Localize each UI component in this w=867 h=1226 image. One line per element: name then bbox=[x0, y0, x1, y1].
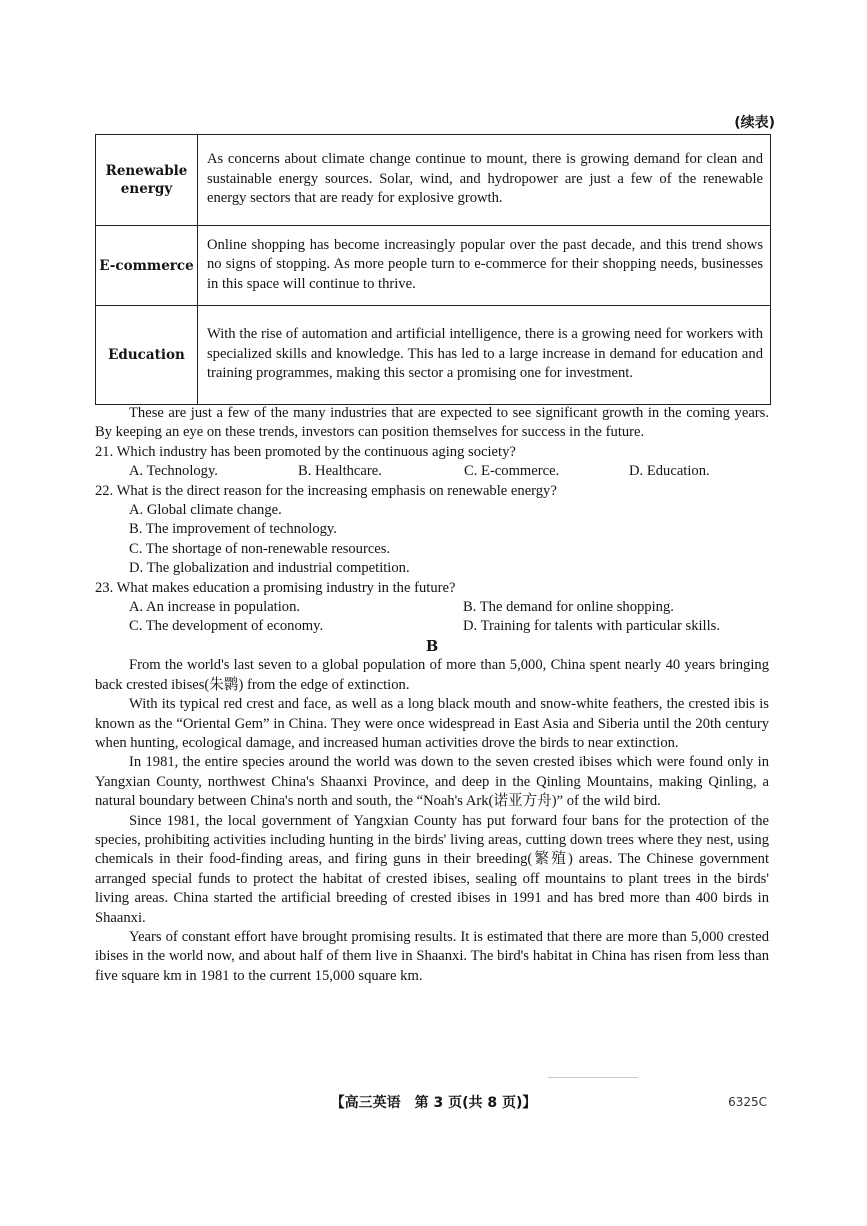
section-heading: B bbox=[425, 637, 439, 655]
passage-paragraph: With its typical red crest and face, as well as a long black mouth and snow-white feathers, the crested ibis is known as the “Oriental Gem” in China. They were once widespread in East Asia and Siberia until the 20th century when hunting, ecological damage, and increased human activities drove the birds to near extinction. bbox=[95, 696, 769, 751]
continued-label: (续表) bbox=[734, 115, 775, 131]
passage-body bbox=[95, 404, 769, 986]
option-d: D. The globalization and industrial competition. bbox=[129, 560, 410, 577]
passage-paragraph: Years of constant effort have brought promising results. It is estimated that there are more than 5,000 crested ibises in the world now, and about half of them live in Shaanxi. The bird's habitat in China has risen from less than five square km in 1981 to the current 15,000 square km. bbox=[95, 928, 769, 984]
option-a: A. Global climate change. bbox=[129, 502, 282, 519]
question-options bbox=[95, 617, 769, 636]
page-footer: 【高三英语 第 3 页(共 8 页)】 bbox=[330, 1095, 537, 1111]
table-row bbox=[96, 306, 771, 405]
industry-name: Education bbox=[108, 347, 185, 363]
industry-name-cell bbox=[96, 226, 198, 306]
industry-name-cell bbox=[96, 306, 198, 405]
industry-name-cell bbox=[96, 135, 198, 226]
industry-name: E-commerce bbox=[99, 257, 194, 274]
option-a: A. An increase in population. bbox=[129, 599, 301, 616]
option-d: D. Education. bbox=[629, 463, 710, 480]
passage-a-conclusion: These are just a few of the many industries that are expected to see significant growth in the coming years. By keeping an eye on these trends, investors can position themselves for success in the future. bbox=[95, 405, 769, 441]
industry-description: Online shopping has become increasingly popular over the past decade, and this trend shows no signs of stopping. As more people turn to e-commerce for their shopping needs, businesses in this space will continue to thrive. bbox=[198, 226, 771, 306]
option-b: B. The demand for online shopping. bbox=[463, 599, 674, 616]
table-row bbox=[96, 135, 771, 226]
question-stem: 23. What makes education a promising industry in the future? bbox=[95, 579, 456, 596]
industry-name: Renewable bbox=[105, 163, 188, 179]
question-stem: 21. Which industry has been promoted by the continuous aging society? bbox=[95, 443, 516, 460]
question-22 bbox=[95, 482, 769, 579]
option-a: A. Technology. bbox=[129, 463, 218, 480]
table-row bbox=[96, 226, 771, 306]
option-b: B. Healthcare. bbox=[298, 463, 382, 480]
option-c: C. The development of economy. bbox=[129, 618, 324, 635]
industry-name-line2: energy bbox=[120, 181, 173, 197]
question-23 bbox=[95, 579, 769, 637]
industry-description: With the rise of automation and artificial intelligence, there is a growing need for workers with specialized skills and knowledge. This has led to a large increase in demand for education and training programmes, making this sector a promising one for investment. bbox=[198, 306, 771, 405]
option-d: D. Training for talents with particular skills. bbox=[463, 618, 720, 635]
divider bbox=[548, 1077, 638, 1078]
question-options bbox=[95, 462, 769, 481]
option-c: C. The shortage of non-renewable resources. bbox=[129, 540, 391, 557]
option-c: C. E-commerce. bbox=[464, 463, 560, 480]
passage-paragraph: In 1981, the entire species around the world was down to the seven crested ibises which were found only in Yangxian County, northwest China's Shaanxi Province, and deep in the Qinling Mountains, making Qinling, a natural boundary between China's north and south, the “Noah's Ark(诺亚方舟)” of the wild bird. bbox=[95, 754, 769, 810]
question-options bbox=[95, 598, 769, 617]
question-stem: 22. What is the direct reason for the increasing emphasis on renewable energy? bbox=[95, 482, 557, 499]
question-21 bbox=[95, 443, 769, 482]
passage-paragraph: Since 1981, the local government of Yangxian County has put forward four bans for the protection of the species, prohibiting activities including hunting in the birds' living areas, cutting down trees where they nest, using chemicals in their food-finding areas, and firing guns in their breeding(繁殖) areas. The Chinese government arranged special funds to protect the habitat of crested ibises, sealing off mountains to plant trees in the birds' living areas. China started the artificial breeding of crested ibises in 1991 and has bred more than 400 birds in Shaanxi. bbox=[95, 812, 769, 926]
industry-description: As concerns about climate change continue to mount, there is growing demand for clean and sustainable energy sources. Solar, wind, and hydropower are just a few of the renewable energy sectors that are ready for explosive growth. bbox=[198, 135, 771, 226]
industry-table bbox=[95, 134, 771, 405]
page-code: 6325C bbox=[728, 1095, 767, 1109]
option-b: B. The improvement of technology. bbox=[129, 521, 337, 538]
passage-paragraph: From the world's last seven to a global population of more than 5,000, China spent nearly 40 years bringing back crested ibises(朱鹮) from the edge of extinction. bbox=[95, 657, 769, 693]
